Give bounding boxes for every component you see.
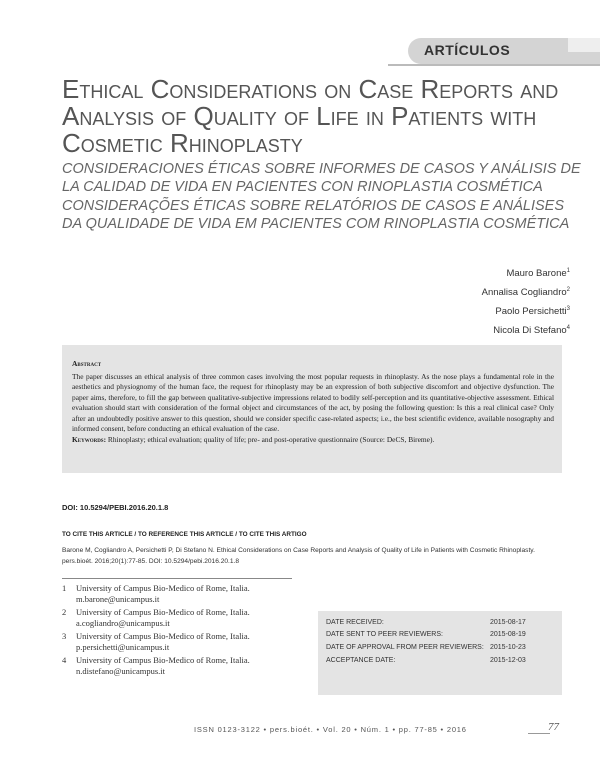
email-link[interactable]: p.persichetti@unicampus.it	[76, 642, 170, 652]
page-number: 77	[548, 721, 559, 733]
footnote: 2 University of Campus Bio-Medico of Rome, Italia. a.cogliandro@unicampus.it	[62, 607, 302, 629]
footnote: 4 University of Campus Bio-Medico of Rome, Italia. n.distefano@unicampus.it	[62, 655, 302, 677]
author: Annalisa Cogliandro$^2$	[481, 287, 570, 299]
keywords-text: Rhinoplasty; ethical evaluation; quality of life; pre- and post-operative questionnaire (Source: DeCS, Bireme).	[107, 434, 435, 444]
abstract-heading: Abstract	[72, 359, 102, 368]
footnote-rule	[62, 578, 292, 579]
title-portuguese: CONSIDERAÇÕES ÉTICAS SOBRE RELATÓRIOS DE CASOS E ANÁLISES DA QUALIDADE DE VIDA EM PACIENTES COM RINOPLASTIA COSMÉTICA	[62, 198, 570, 232]
tab-decoration	[568, 38, 600, 52]
section-label: ARTÍCULOS	[424, 42, 511, 58]
footnotes	[62, 583, 302, 679]
email-link[interactable]: n.distefano@unicampus.it	[76, 666, 166, 676]
title-english: Ethical Considerations on Case Reports and Analysis of Quality of Life in Patients with Cosmetic Rhinoplasty	[62, 74, 559, 158]
abstract-text: The paper discusses an ethical analysis of three common cases involving the most popular requests in rhinoplasty. As the nose plays a fundamental role in the aesthetics and physiognomy of the human face, the request for rhinoplasty may be an expression of both subjective discomfort and objective dysfunction. The paper aims, therefore, to fill the gap between qualitative-subjective impressions related to bodily self-perception and its quantitative-objective assessment. Ethical evaluation should start with consideration of the formal object and circumstances of the act, by posing the following question: Is this a real clinical case? Only after an undoubtedly positive answer to this question, should we consider specific case-related aspects; i.e., the best scientific evidence, available nosography and informed consent, before conducting an ethical evaluation of the case.	[72, 371, 554, 433]
email-link[interactable]: a.cogliandro@unicampus.it	[76, 618, 170, 628]
dates-box: DATE RECEIVED: 2015-08-17 DATE SENT TO PEER REVIEWERS: 2015-08-19 DATE OF APPROVAL FROM PEER REVIEWERS: 2015-10-23 ACCEPTANCE DATE: 2015-12-03	[318, 611, 562, 695]
header-rule	[388, 64, 600, 66]
doi[interactable]: DOI: 10.5294/PEBI.2016.20.1.8	[62, 503, 169, 512]
footnote: 3 University of Campus Bio-Medico of Rome, Italia. p.persichetti@unicampus.it	[62, 631, 302, 653]
title-spanish: CONSIDERACIONES ÉTICAS SOBRE INFORMES DE CASOS Y ANÁLISIS DE LA CALIDAD DE VIDA EN PACIENTES CON RINOPLASTIA COSMÉTICA	[62, 161, 581, 195]
cite-heading: TO CITE THIS ARTICLE / TO REFERENCE THIS ARTICLE / TO CITE THIS ARTIGO	[62, 531, 307, 538]
keywords-label: Keywords:	[72, 434, 107, 444]
keywords	[72, 435, 554, 446]
abstract-box	[62, 345, 562, 473]
author: Paolo Persichetti$^3$	[495, 306, 570, 318]
author-list	[482, 263, 570, 340]
citation-text: Barone M, Cogliandro A, Persichetti P, Di Stefano N. Ethical Considerations on Case Reports and Analysis of Quality of Life in Patients with Cosmetic Rhinoplasty. pers.bioét. 2016;20(1):77-85. DOI: 10.5294/pebi.2016.20.1.8	[62, 547, 535, 565]
author: Mauro Barone$^1$	[506, 268, 570, 280]
journal-footer: ISSN 0123-3122 • pers.bioét. • Vol. 20 • Núm. 1 • pp. 77-85 • 2016	[190, 725, 528, 734]
author: Nicola Di Stefano$^4$	[493, 325, 570, 337]
footnote: 1 University of Campus Bio-Medico of Rome, Italia. m.barone@unicampus.it	[62, 583, 302, 605]
email-link[interactable]: m.barone@unicampus.it	[76, 594, 160, 604]
